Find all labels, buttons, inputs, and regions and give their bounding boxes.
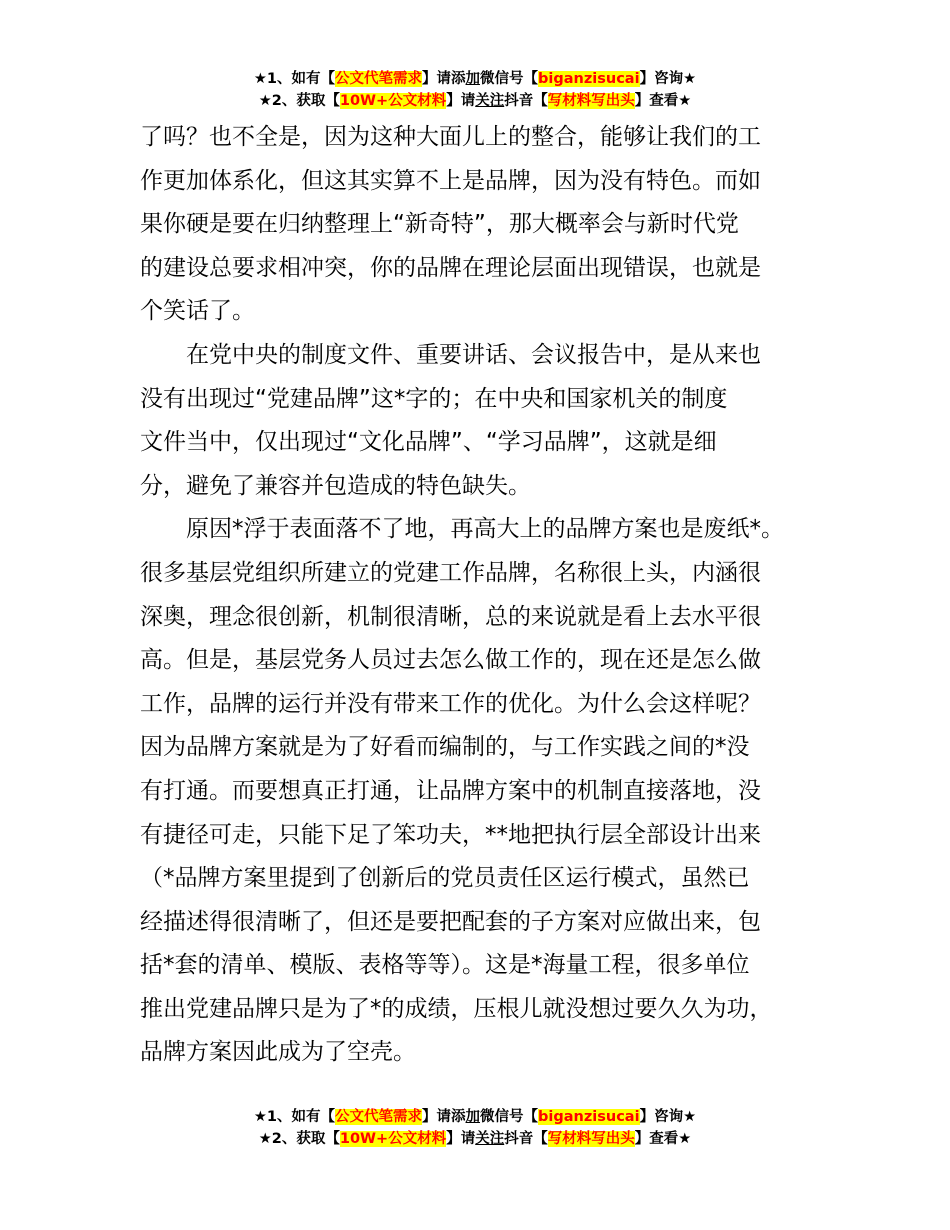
body-text-line: 经描述得很清晰了，但还是要把配套的子方案对应做出来，包 bbox=[140, 908, 761, 935]
header-line-1-text: 微信号【 bbox=[480, 71, 539, 87]
footer-line-1 bbox=[0, 1106, 950, 1128]
body-text-line: 高。但是，基层党务人员过去怎么做工作的，现在还是怎么做 bbox=[140, 647, 761, 674]
header-highlight-wechat-id: biganzisucai bbox=[538, 71, 640, 87]
header-line-2-text: 抖音【 bbox=[504, 93, 548, 109]
header-banner bbox=[0, 68, 950, 112]
header-line-1 bbox=[0, 68, 950, 90]
footer-line-2-text: 抖音【 bbox=[504, 1131, 548, 1147]
body-text-line: 在党中央的制度文件、重要讲话、会议报告中，是从来也 bbox=[140, 341, 761, 368]
footer-line-2-text: 】查看★ bbox=[634, 1131, 692, 1147]
body-text-line: 分，避免了兼容并包造成的特色缺失。 bbox=[140, 472, 531, 499]
header-line-2-text: ★2、获取【 bbox=[258, 93, 340, 109]
footer-line-1-text: 】请添 bbox=[422, 1109, 466, 1125]
header-highlight-douyin: 写材料写出头 bbox=[547, 93, 635, 109]
body-text-line: （*品牌方案里提到了创新后的党员责任区运行模式，虽然已 bbox=[140, 865, 750, 892]
body-text-line: 没有出现过“党建品牌”这*字的；在中央和国家机关的制度 bbox=[140, 385, 728, 412]
header-line-1-text: ★1、如有【 bbox=[253, 71, 336, 87]
footer-line-1-text: ★1、如有【 bbox=[253, 1109, 336, 1125]
footer-line-2-text: 】请 bbox=[446, 1131, 476, 1147]
footer-highlight-douyin: 写材料写出头 bbox=[547, 1131, 635, 1147]
body-text-line: 原因*浮于表面落不了地，再高大上的品牌方案也是废纸*。 bbox=[140, 516, 784, 543]
body-paragraph bbox=[140, 508, 830, 1075]
footer-line-2 bbox=[0, 1128, 950, 1150]
body-text-line: 品牌方案因此成为了空壳。 bbox=[140, 1039, 416, 1066]
body-paragraph bbox=[140, 116, 830, 334]
footer-banner bbox=[0, 1106, 950, 1150]
body-text-line: 果你硬是要在归纳整理上“新奇特”，那大概率会与新时代党 bbox=[140, 211, 739, 238]
header-underline-text: 加 bbox=[465, 71, 481, 87]
header-highlight-materials: 10W+公文材料 bbox=[339, 93, 447, 109]
document-body bbox=[140, 116, 830, 1075]
footer-line-2-text: ★2、获取【 bbox=[258, 1131, 340, 1147]
body-text-line: 很多基层党组织所建立的党建工作品牌，名称很上头，内涵很 bbox=[140, 559, 761, 586]
header-highlight-ghostwriting: 公文代笔需求 bbox=[335, 71, 423, 87]
body-text-line: 了吗？也不全是，因为这种大面儿上的整合，能够让我们的工 bbox=[140, 124, 761, 150]
body-text-line: 推出党建品牌只是为了*的成绩，压根儿就没想过要久久为功， bbox=[140, 995, 773, 1022]
footer-underline-text: 加 bbox=[465, 1109, 481, 1125]
body-text-line: 因为品牌方案就是为了好看而编制的，与工作实践之间的*没 bbox=[140, 734, 750, 761]
body-text-line: 的建设总要求相冲突，你的品牌在理论层面出现错误，也就是 bbox=[140, 254, 761, 281]
body-text-line: 工作，品牌的运行并没有带来工作的优化。为什么会这样呢？ bbox=[140, 690, 761, 717]
body-text-line: 作更加体系化，但这其实算不上是品牌，因为没有特色。而如 bbox=[140, 167, 761, 194]
footer-underline-text: 关注 bbox=[475, 1131, 505, 1147]
body-text-line: 个笑话了。 bbox=[140, 298, 255, 325]
footer-line-1-text: 】咨询★ bbox=[639, 1109, 697, 1125]
header-line-1-text: 】咨询★ bbox=[639, 71, 697, 87]
body-text-line: 深奥，理念很创新，机制很清晰，总的来说就是看上去水平很 bbox=[140, 603, 761, 630]
body-text-line: 有打通。而要想真正打通，让品牌方案中的机制直接落地，没 bbox=[140, 777, 761, 804]
header-line-2-text: 】请 bbox=[446, 93, 476, 109]
header-line-1-text: 】请添 bbox=[422, 71, 466, 87]
body-text-line: 括*套的清单、模版、表格等等）。这是*海量工程，很多单位 bbox=[140, 952, 750, 979]
header-line-2 bbox=[0, 90, 950, 112]
body-paragraph bbox=[140, 334, 830, 508]
footer-highlight-materials: 10W+公文材料 bbox=[339, 1131, 447, 1147]
footer-line-1-text: 微信号【 bbox=[480, 1109, 539, 1125]
footer-highlight-ghostwriting: 公文代笔需求 bbox=[335, 1109, 423, 1125]
body-text-line: 文件当中，仅出现过“文化品牌”、“学习品牌”，这就是细 bbox=[140, 429, 717, 456]
header-line-2-text: 】查看★ bbox=[634, 93, 692, 109]
body-text-line: 有捷径可走，只能下足了笨功夫，**地把执行层全部设计出来 bbox=[140, 821, 761, 848]
header-underline-text: 关注 bbox=[475, 93, 505, 109]
footer-highlight-wechat-id: biganzisucai bbox=[538, 1109, 640, 1125]
